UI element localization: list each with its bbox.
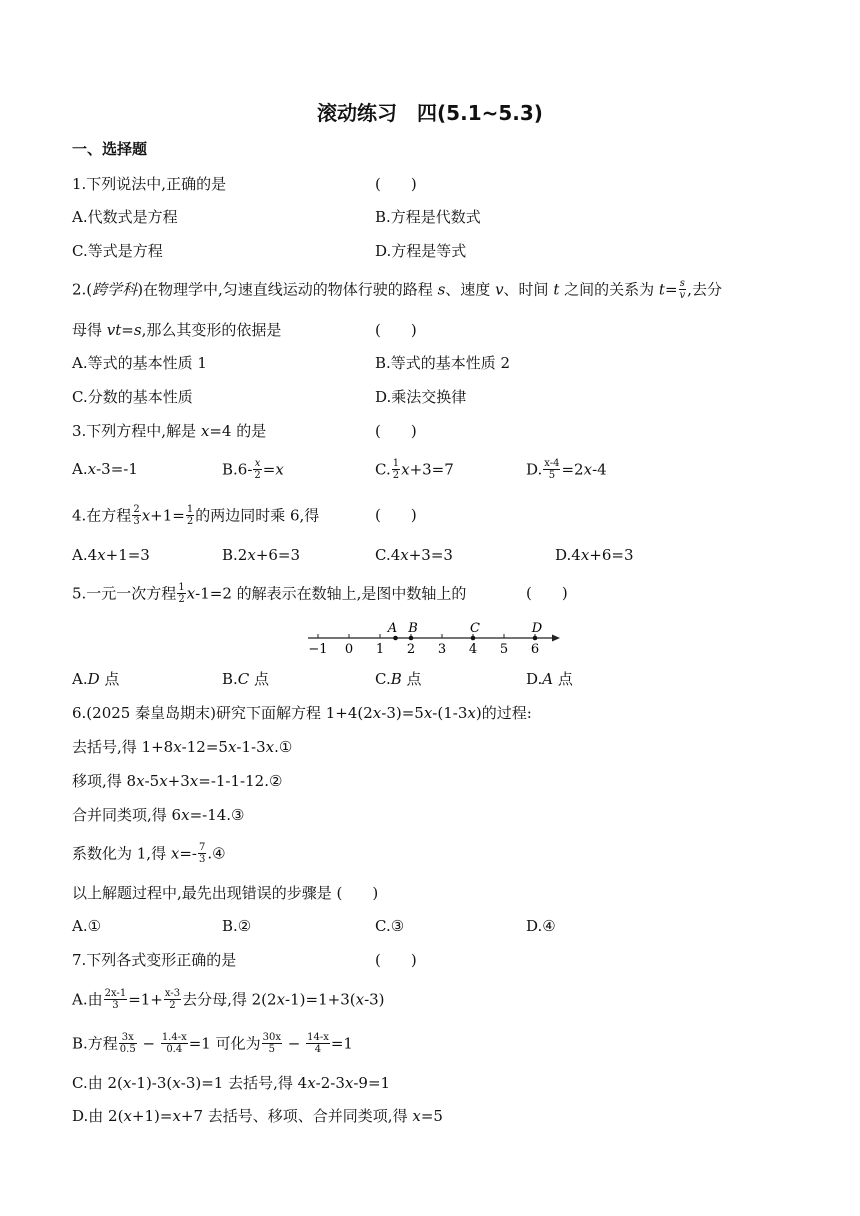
point-label: D	[531, 621, 543, 636]
q7-stem: 7.下列各式变形正确的是	[72, 951, 237, 969]
q1-answer-blank: ( )	[375, 175, 417, 193]
tick-label: 6	[530, 642, 540, 657]
q1-option-a: A.代数式是方程	[72, 208, 178, 226]
q7-option-a: A.由 $\frac{2x-1}{3}$ =1+ $\frac{x-3}{2}$ 去分母,得 2(2x-1)=1+3(x-3)	[72, 988, 385, 1011]
q7-b-fraction-1: $\frac{3x}{0.5}$	[119, 1032, 136, 1055]
q4-answer-blank: ( )	[375, 506, 417, 524]
q3-option-a: A.x-3=-1	[72, 460, 138, 478]
q1-option-d: D.方程是等式	[375, 242, 467, 260]
q5-option-d: D.A 点	[526, 670, 573, 688]
point-a	[393, 636, 398, 641]
q7-option-b: B.方程 $\frac{3x}{0.5}$ − $\frac{1.4-x}{0.4}$ =1 可化为 $\frac{30x}{5}$ − $\frac{14-x}{4}$ =1	[72, 1032, 353, 1055]
q5-answer-blank: ( )	[526, 584, 568, 602]
q3-stem: 3.下列方程中,解是 x=4 的是	[72, 422, 267, 440]
q6-step-1: 去括号,得 1+8x-12=5x-1-3x.①	[72, 738, 293, 756]
q3-d-fraction: $\frac{x-4}{5}$	[544, 458, 560, 481]
point-b	[409, 636, 414, 641]
tick-label: 1	[375, 642, 385, 657]
q3-option-c: C. $\frac{1}{2}$ x+3=7	[375, 458, 454, 481]
q4-option-c: C.4x+3=3	[375, 546, 453, 564]
number-line-arrow-icon	[552, 635, 560, 642]
q4-option-d: D.4x+6=3	[555, 546, 634, 564]
q7-option-d: D.由 2(x+1)=x+7 去括号、移项、合并同类项,得 x=5	[72, 1107, 443, 1125]
q4-option-a: A.4x+1=3	[72, 546, 150, 564]
q6-option-b: B.②	[222, 917, 252, 935]
q6-option-c: C.③	[375, 917, 405, 935]
q6-step-2: 移项,得 8x-5x+3x=-1-1-12.②	[72, 772, 283, 790]
q7-option-c: C.由 2(x-1)-3(x-3)=1 去括号,得 4x-2-3x-9=1	[72, 1074, 391, 1092]
q2-option-b: B.等式的基本性质 2	[375, 354, 511, 372]
q6-fraction: $\frac{7}{3}$	[198, 842, 206, 865]
q2-stem-line2: 母得 vt=s,那么其变形的依据是	[72, 321, 282, 339]
tick-label: 5	[499, 642, 509, 657]
q4-option-b: B.2x+6=3	[222, 546, 301, 564]
q4-fraction-1: $\frac{2}{3}$	[133, 504, 140, 527]
q1-option-c: C.等式是方程	[72, 242, 163, 260]
q6-step-3: 合并同类项,得 6x=-14.③	[72, 806, 245, 824]
q7-b-fraction-4: $\frac{14-x}{4}$	[307, 1032, 329, 1055]
section-heading: 一、选择题	[72, 140, 148, 158]
q5-stem: 5.一元一次方程 $\frac{1}{2}$ x-1=2 的解表示在数轴上,是图中数轴上的	[72, 582, 467, 605]
tick-label: −1	[308, 642, 328, 657]
q2-stem-line1: 2.(跨学科)在物理学中,匀速直线运动的物体行驶的路程 s、速度 v、时间 t 之间的关系为 t= $\frac{s}{v}$ ,去分	[72, 278, 722, 301]
q6-option-d: D.④	[526, 917, 556, 935]
q5-option-b: B.C 点	[222, 670, 270, 688]
point-label: C	[470, 621, 480, 636]
q2-fraction: $\frac{s}{v}$	[679, 278, 686, 301]
q5-option-a: A.D 点	[72, 670, 120, 688]
q1-option-b: B.方程是代数式	[375, 208, 481, 226]
q3-option-b: B.6- $\frac{x}{2}$ =x	[222, 458, 284, 481]
q3-option-d: D. $\frac{x-4}{5}$ =2x-4	[526, 458, 607, 481]
q4-stem: 4.在方程 $\frac{2}{3}$ x+1= $\frac{1}{2}$ 的两边同时乘 6,得	[72, 504, 320, 527]
q6-question: 以上解题过程中,最先出现错误的步骤是 ( )	[72, 884, 379, 902]
q3-c-fraction: $\frac{1}{2}$	[392, 458, 400, 481]
point-label: A	[387, 621, 398, 636]
q4-fraction-2: $\frac{1}{2}$	[186, 504, 194, 527]
tick-label: 2	[406, 642, 416, 657]
q7-a-fraction-2: $\frac{x-3}{2}$	[164, 988, 181, 1011]
q7-b-fraction-2: $\frac{1.4-x}{0.4}$	[161, 1032, 187, 1055]
point-label: B	[408, 621, 418, 636]
page-title: 滚动练习 四(5.1~5.3)	[317, 101, 543, 125]
q6-option-a: A.①	[72, 917, 102, 935]
tick-label: 4	[468, 642, 478, 657]
tick-label: 3	[437, 642, 447, 657]
q3-answer-blank: ( )	[375, 422, 417, 440]
q7-answer-blank: ( )	[375, 951, 417, 969]
q2-option-c: C.分数的基本性质	[72, 388, 193, 406]
number-line-figure	[300, 614, 570, 660]
q6-stem: 6.(2025 秦皇岛期末)研究下面解方程 1+4(2x-3)=5x-(1-3x)的过程:	[72, 704, 532, 722]
q7-b-fraction-3: $\frac{30x}{5}$	[262, 1032, 281, 1055]
q6-step-4: 系数化为 1,得 x=- $\frac{7}{3}$ .④	[72, 842, 226, 865]
q5-fraction: $\frac{1}{2}$	[178, 582, 185, 605]
q2-option-a: A.等式的基本性质 1	[72, 354, 207, 372]
q2-answer-blank: ( )	[375, 321, 417, 339]
q2-option-d: D.乘法交换律	[375, 388, 467, 406]
q1-stem: 1.下列说法中,正确的是	[72, 175, 227, 193]
q5-option-c: C.B 点	[375, 670, 422, 688]
q7-a-fraction-1: $\frac{2x-1}{3}$	[104, 988, 127, 1011]
q3-b-fraction: $\frac{x}{2}$	[254, 458, 261, 481]
tick-label: 0	[344, 642, 354, 657]
point-d	[533, 636, 538, 641]
point-c	[471, 636, 476, 641]
